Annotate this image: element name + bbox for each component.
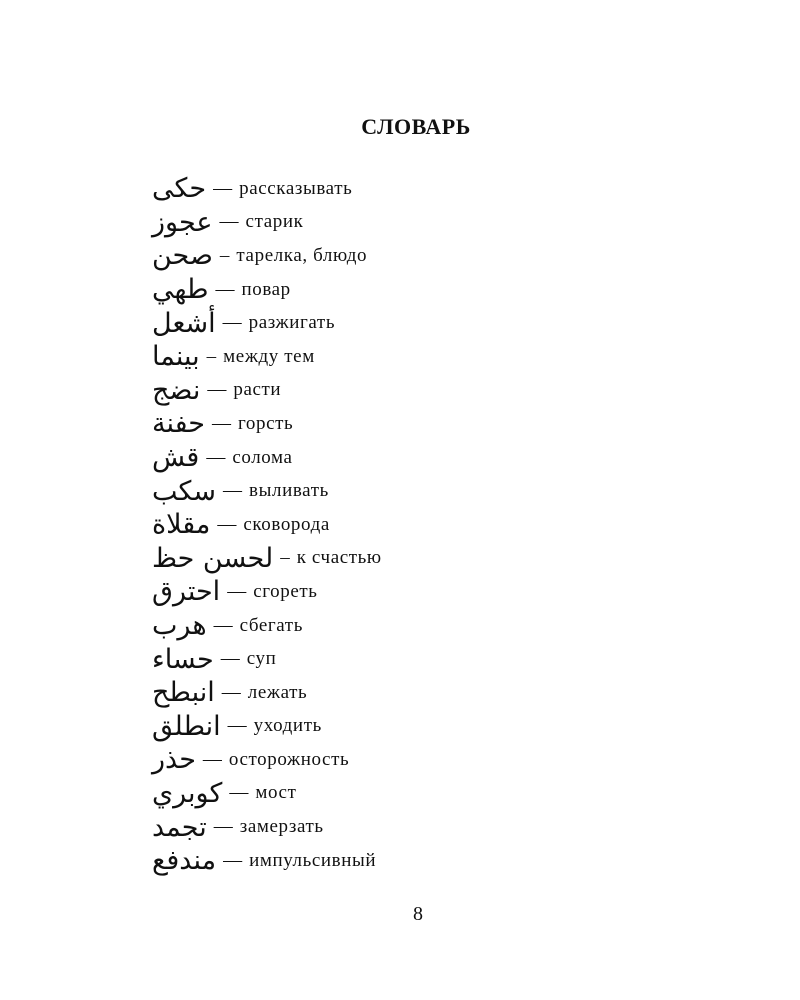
russian-translation: рассказывать	[239, 177, 353, 199]
russian-translation: расти	[233, 379, 282, 401]
arabic-word: هرب	[152, 610, 207, 642]
entry-dash: —	[213, 614, 233, 636]
arabic-word: لحسن حظ	[152, 542, 274, 574]
entry-dash: —	[223, 480, 243, 502]
vocabulary-entry	[152, 441, 712, 475]
arabic-word: سكب	[152, 475, 217, 507]
entry-dash: –	[219, 244, 230, 266]
entry-dash: —	[227, 715, 247, 737]
vocabulary-entry	[152, 306, 712, 340]
entry-dash: —	[229, 782, 249, 804]
vocabulary-entry	[152, 508, 712, 542]
arabic-word: حساء	[152, 643, 214, 675]
arabic-word: حفنة	[152, 408, 205, 440]
vocabulary-entry	[152, 777, 712, 811]
arabic-word: انبطح	[152, 677, 215, 709]
vocabulary-entry	[152, 172, 712, 206]
entry-dash: —	[222, 312, 242, 334]
arabic-word: احترق	[152, 576, 221, 608]
vocabulary-entry	[152, 273, 712, 307]
arabic-word: تجمد	[152, 811, 207, 843]
entry-dash: —	[211, 412, 231, 434]
russian-translation: мост	[255, 782, 297, 804]
entry-dash: —	[202, 748, 222, 770]
entry-dash: —	[219, 211, 239, 233]
entry-dash: —	[227, 580, 247, 602]
arabic-word: قش	[152, 442, 200, 474]
vocabulary-entry	[152, 407, 712, 441]
entry-dash: —	[217, 513, 237, 535]
entry-dash: —	[215, 278, 235, 300]
vocabulary-list	[152, 172, 712, 877]
vocabulary-entry	[152, 239, 712, 273]
entry-dash: —	[213, 177, 233, 199]
arabic-word: حذر	[152, 744, 196, 776]
arabic-word: مقلاة	[152, 509, 211, 541]
vocabulary-entry	[152, 676, 712, 710]
entry-dash: —	[213, 816, 233, 838]
vocabulary-entry	[152, 609, 712, 643]
arabic-word: مندفع	[152, 845, 217, 877]
vocabulary-entry	[152, 575, 712, 609]
arabic-word: عجوز	[152, 206, 213, 238]
russian-translation: выливать	[249, 480, 329, 502]
vocabulary-entry	[152, 206, 712, 240]
page-title: СЛОВАРЬ	[361, 114, 471, 139]
russian-translation: сгореть	[253, 580, 318, 602]
entry-dash: —	[221, 681, 241, 703]
vocabulary-entry	[152, 374, 712, 408]
entry-dash: —	[207, 379, 227, 401]
vocabulary-entry	[152, 844, 712, 878]
arabic-word: صحن	[152, 240, 213, 272]
russian-translation: сбегать	[239, 614, 303, 636]
arabic-word: بينما	[152, 341, 200, 373]
vocabulary-entry	[152, 542, 712, 576]
russian-translation: сковорода	[243, 513, 330, 535]
russian-translation: суп	[246, 648, 277, 670]
russian-translation: уходить	[253, 715, 322, 737]
vocabulary-entry	[152, 810, 712, 844]
entry-dash: –	[280, 547, 290, 569]
arabic-word: نضج	[152, 374, 201, 406]
russian-translation: осторожность	[228, 748, 350, 770]
arabic-word: طهي	[152, 274, 209, 306]
vocabulary-entry	[152, 642, 712, 676]
arabic-word: أشعل	[152, 307, 216, 339]
vocabulary-entry	[152, 340, 712, 374]
russian-translation: импульсивный	[249, 849, 377, 871]
russian-translation: между тем	[223, 345, 315, 367]
russian-translation: к счастью	[296, 547, 382, 569]
russian-translation: горсть	[237, 412, 294, 434]
arabic-word: حكى	[152, 173, 207, 205]
entry-dash: –	[206, 345, 217, 367]
russian-translation: разжигать	[248, 312, 336, 334]
russian-translation: лежать	[247, 681, 308, 703]
entry-dash: —	[206, 446, 226, 468]
russian-translation: замерзать	[239, 816, 324, 838]
russian-translation: повар	[241, 278, 291, 300]
arabic-word: كوبري	[152, 777, 223, 809]
russian-translation: тарелка, блюдо	[236, 244, 368, 266]
arabic-word: انطلق	[152, 710, 221, 742]
russian-translation: солома	[232, 446, 293, 468]
entry-dash: —	[223, 849, 243, 871]
vocabulary-entry	[152, 474, 712, 508]
vocabulary-entry	[152, 743, 712, 777]
page-number: 8	[413, 903, 423, 925]
entry-dash: —	[220, 648, 240, 670]
vocabulary-entry	[152, 710, 712, 744]
russian-translation: старик	[245, 211, 304, 233]
